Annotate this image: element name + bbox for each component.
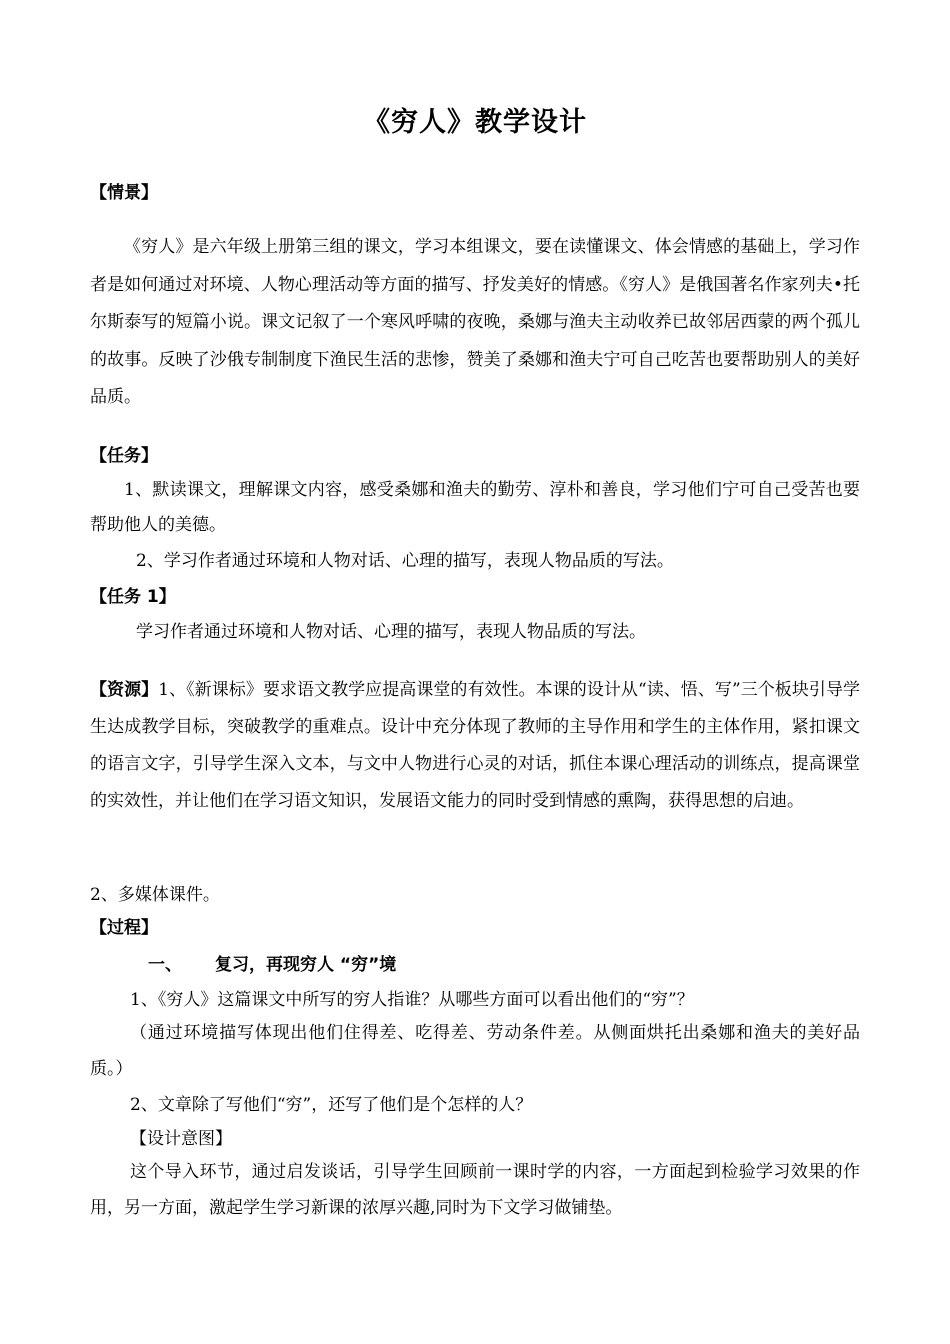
note-1: （通过环境描写体现出他们住得差、吃得差、劳动条件差。从侧面烘托出桑娜和渔夫的美好品质。） [90, 1023, 860, 1079]
scenario-heading: 【情景】 [90, 183, 158, 203]
tasks-heading: 【任务】 [90, 446, 158, 466]
section-title: 复习，再现穷人 “穷”境 [215, 955, 397, 975]
resources-heading: 【资源】 [90, 680, 159, 700]
design-intent-text: 这个导入环节，通过启发谈话，引导学生回顾前一课时学的内容，一方面起到检验学习效果的作用，另一方面，激起学生学习新课的浓厚兴趣,同时为下文学习做铺垫。 [90, 1162, 860, 1218]
question-2: 2、文章除了写他们“穷”，还写了他们是个怎样的人？ [130, 1095, 533, 1115]
scenario-paragraph: 《穷人》是六年级上册第三组的课文，学习本组课文，要在读懂课文、体会情感的基础上，学习作者是如何通过对环境、人物心理活动等方面的描写、抒发美好的情感。《穷人》是俄国著名作家列夫•托尔斯泰写的短篇小说。课文记叙了一个寒风呼啸的夜晚，桑娜与渔夫主动收养已故邻居西蒙的两个孤儿的故事。反映了沙俄专制制度下渔民生活的悲惨，赞美了桑娜和渔夫宁可自己吃苦也要帮助别人的美好品质。 [90, 237, 860, 407]
design-intent-heading: 【设计意图】 [130, 1129, 232, 1149]
resources-text-1: 1、《新课标》要求语文教学应提高课堂的有效性。本课的设计从“读、悟、写”三个板块引导学生达成教学目标，突破教学的重难点。设计中充分体现了教师的主导作用和学生的主体作用，紧扣课文的语言文字，引导学生深入文本，与文中人物进行心灵的对话，抓住本课心理活动的训练点，提高课堂的实效性，并让他们在学习语文知识，发展语文能力的同时受到情感的熏陶，获得思想的启迪。 [90, 680, 860, 811]
resources-paragraph [90, 672, 860, 820]
process-heading: 【过程】 [90, 918, 158, 938]
question-1: 1、《穷人》这篇课文中所写的穷人指谁？从哪些方面可以看出他们的“穷”？ [130, 990, 694, 1010]
task1-text: 学习作者通过环境和人物对话、心理的描写，表现人物品质的写法。 [136, 622, 646, 642]
section-number: 一、 [148, 955, 182, 975]
task-item-2: 2、学习作者通过环境和人物对话、心理的描写，表现人物品质的写法。 [136, 551, 674, 571]
document-title: 《穷人》教学设计 [363, 107, 587, 138]
task-item-1: 1、默读课文，理解课文内容，感受桑娜和渔夫的勤劳、淳朴和善良，学习他们宁可自己受苦也要帮助他人的美德。 [90, 480, 860, 535]
resources-text-2: 2、多媒体课件。 [90, 885, 220, 905]
task1-heading: 【任务 1】 [90, 587, 176, 607]
